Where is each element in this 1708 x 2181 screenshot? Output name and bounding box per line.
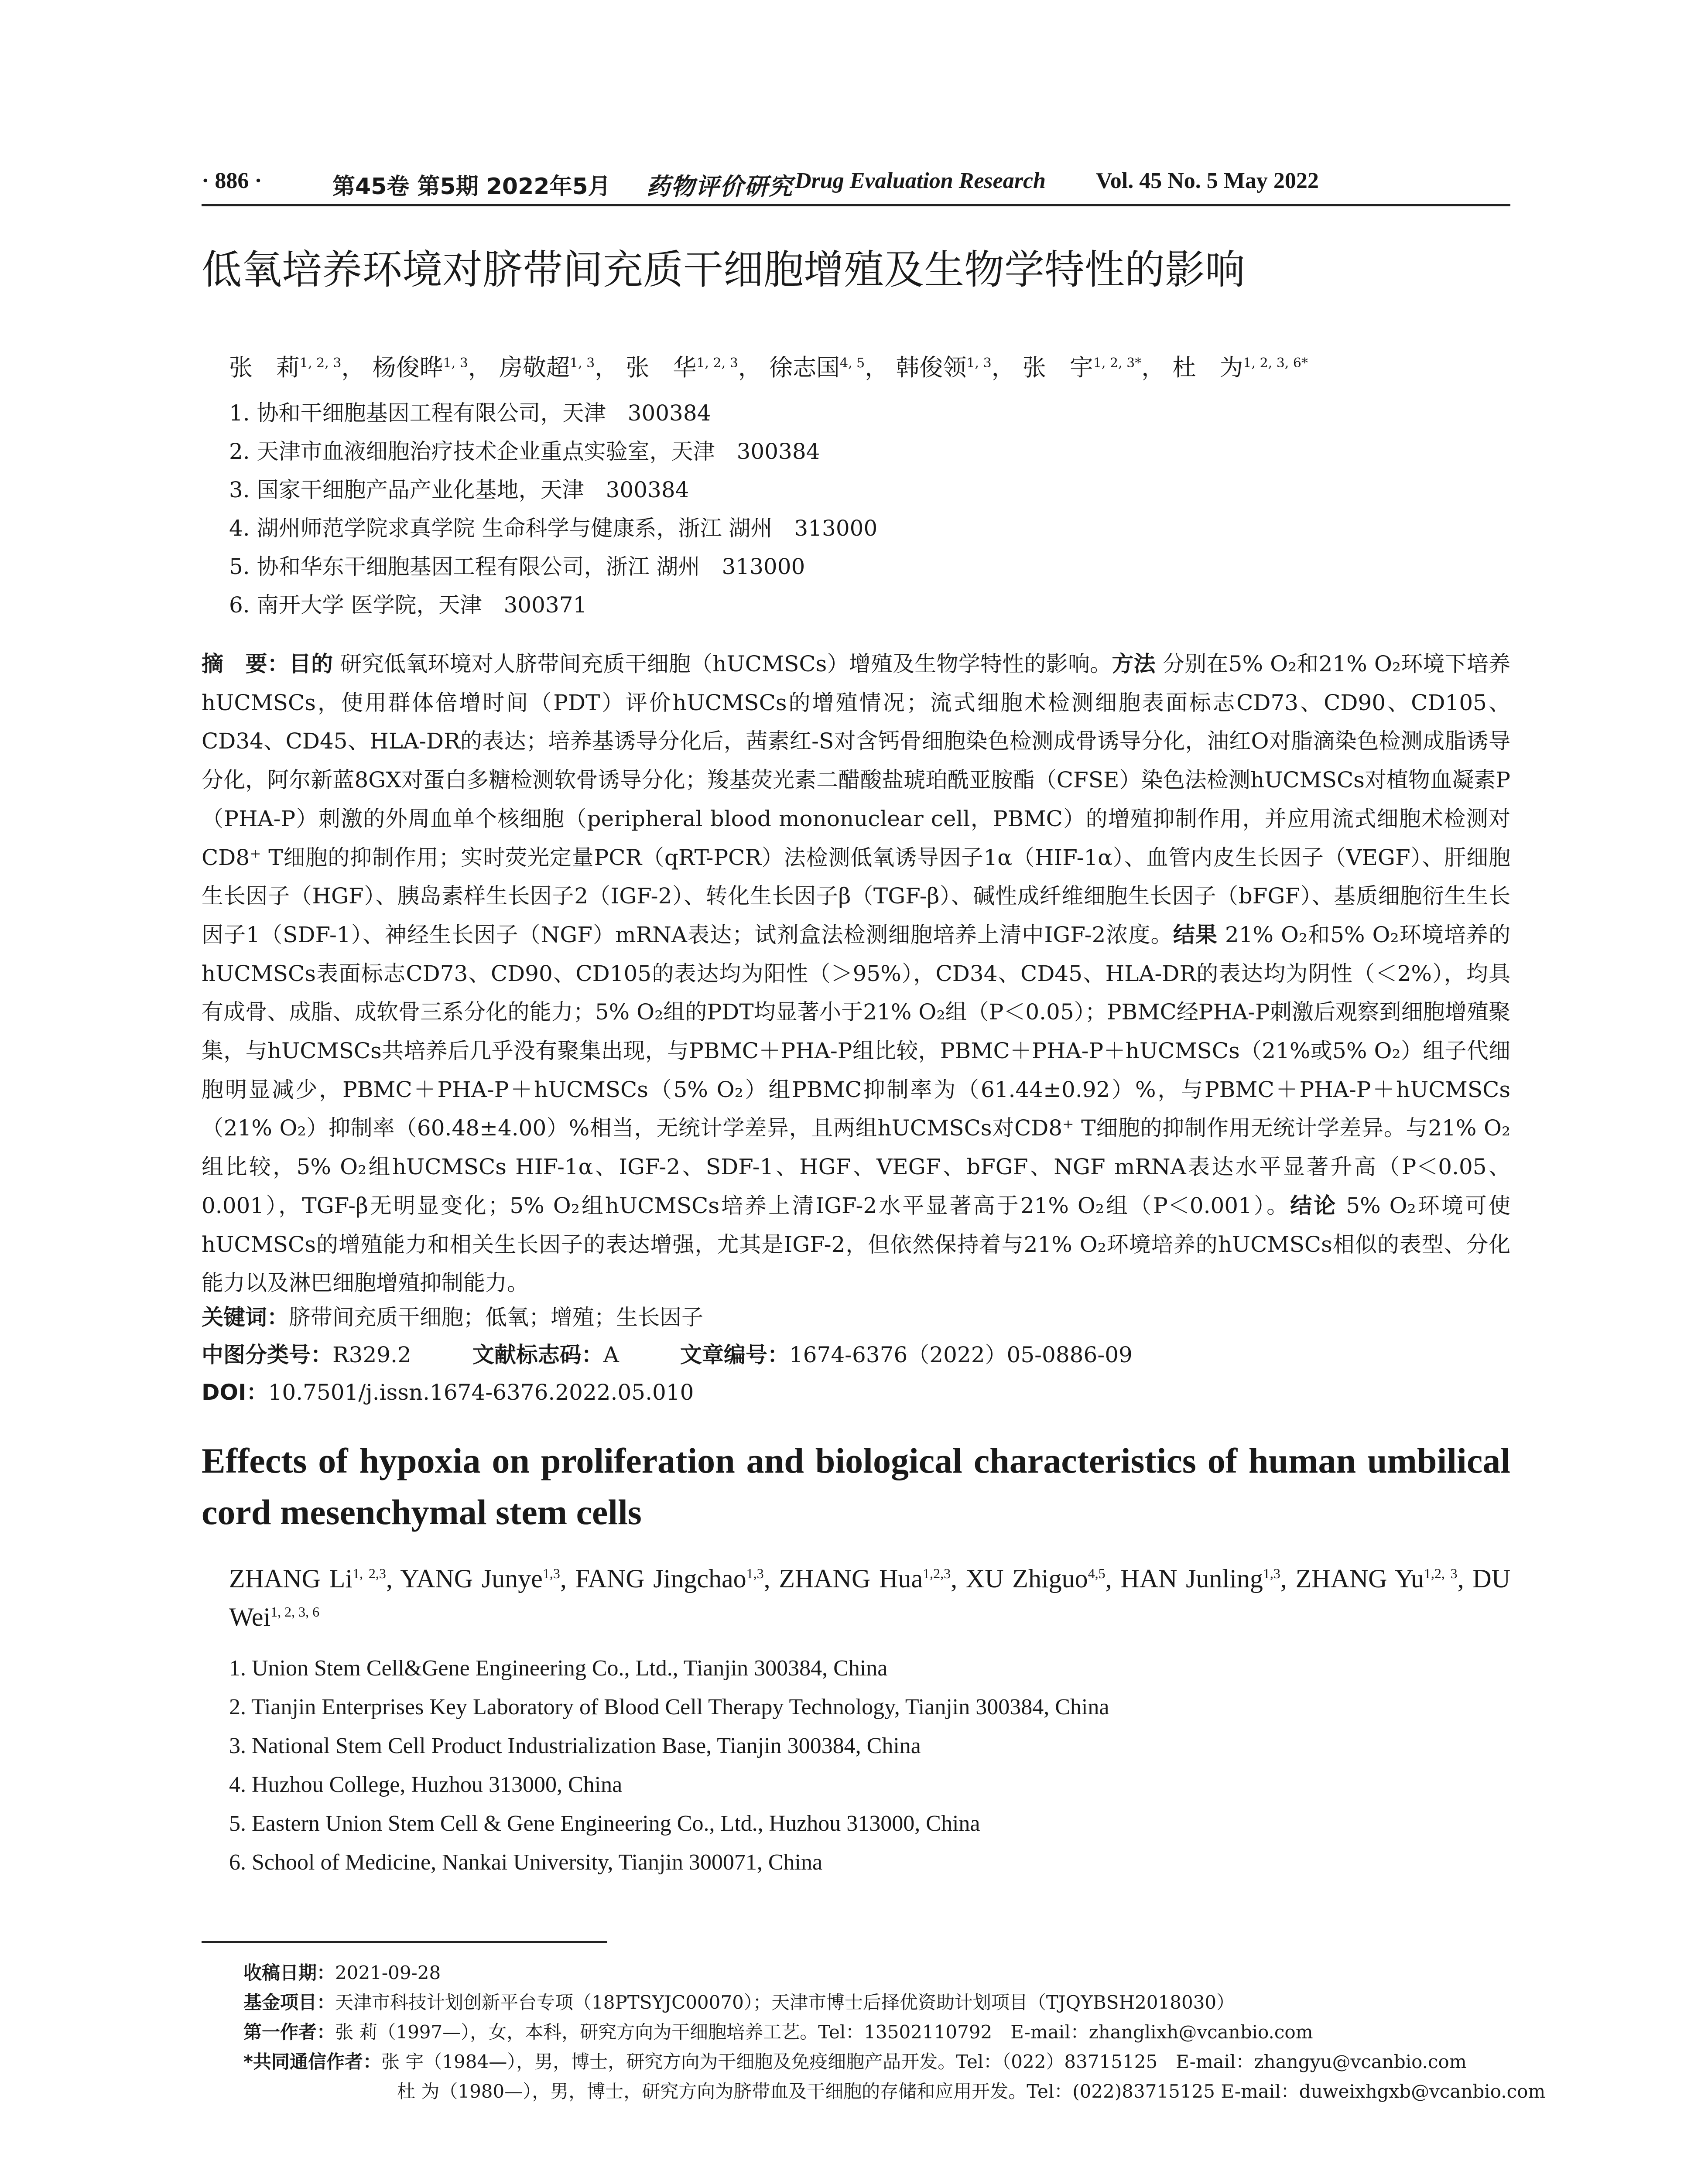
keywords-value: 脐带间充质干细胞；低氧；增殖；生长因子 bbox=[289, 1305, 703, 1330]
conclusion-label: 结论 bbox=[1290, 1193, 1338, 1218]
affiliation-cn: 5. 协和华东干细胞基因工程有限公司，浙江 湖州 313000 bbox=[229, 554, 805, 579]
objective-label: 目的 bbox=[289, 651, 333, 677]
header-rule bbox=[202, 204, 1510, 206]
author-cn: 房敬超 bbox=[499, 354, 570, 381]
doc-code-label: 文献标志码： bbox=[472, 1342, 603, 1367]
clc-value: R329.2 bbox=[332, 1342, 411, 1367]
keywords-label: 关键词： bbox=[202, 1305, 289, 1330]
article-no-label: 文章编号： bbox=[680, 1342, 789, 1367]
affiliation-en: 3. National Stem Cell Product Industrialization Base, Tianjin 300384, China bbox=[229, 1733, 921, 1758]
affiliation-en: 5. Eastern Union Stem Cell & Gene Engineering Co., Ltd., Huzhou 313000, China bbox=[229, 1811, 980, 1836]
methods-label: 方法 bbox=[1112, 651, 1156, 677]
footnote-fund: 基金项目：天津市科技计划创新平台专项（18PTSYJC00070）；天津市博士后择优资助计划项目（TJQYBSH2018030） bbox=[243, 1992, 1235, 2013]
results-label: 结果 bbox=[1173, 922, 1218, 947]
objective-text: 研究低氧环境对人脐带间充质干细胞（hUCMSCs）增殖及生物学特性的影响。 bbox=[340, 651, 1112, 677]
volume-en: Vol. 45 No. 5 May 2022 bbox=[1096, 168, 1319, 193]
keywords bbox=[202, 1300, 703, 1331]
author-en: ZHANG Yu bbox=[1295, 1564, 1424, 1593]
affiliation-cn: 6. 南开大学 医学院，天津 300371 bbox=[229, 592, 587, 618]
author-cn: 张 莉 bbox=[229, 354, 300, 381]
author-en: DU Wei bbox=[229, 1564, 1511, 1631]
footnote-corresponding: *共同通信作者：张 宇（1984—），男，博士，研究方向为干细胞及免疫细胞产品开发。Tel：（022）83715125 E-mail：zhangyu@vcanbio.com bbox=[243, 2051, 1467, 2072]
author-en: YANG Junye bbox=[400, 1564, 543, 1593]
footnote-first-author: 第一作者：张 莉（1997—），女，本科，研究方向为干细胞培养工艺。Tel：13502110792 E-mail：zhanglixh@vcanbio.com bbox=[243, 2021, 1313, 2043]
authors-en: ZHANG Li$^{1, 2,3}$, YANG Junye$^{1,3}$, FANG Jingchao$^{1,3}$, ZHANG Hua$^{1,2,3}$, XU Zhiguo$^{4,5}$, HAN Junling$^{1,3}$, ZHANG Yu$^{1,2, 3}$, DU Wei$^{1, 2, 3, 6}$ bbox=[229, 1564, 1511, 1631]
abstract-label: 摘 要： bbox=[202, 651, 289, 677]
author-en: HAN Junling bbox=[1120, 1564, 1263, 1593]
results-text: 21% O₂和5% O₂环境培养的hUCMSCs表面标志CD73、CD90、CD105的表达均为阳性（＞95%），CD34、CD45、HLA-DR的表达均为阴性（＜2%），均具有成骨、成脂、成软骨三系分化的能力；5% O₂组的PDT均显著小于21% O₂组（P＜0.05）；PBMC经PHA-P刺激后观察到细胞增殖聚集，与hUCMSCs共培养后几乎没有聚集出现，与PBMC＋PHA-P组比较，PBMC＋PHA-P＋hUCMSCs（21%或5% O₂）组子代细胞明显减少，PBMC＋PHA-P＋hUCMSCs（5% O₂）组PBMC抑制率为（61.44±0.92）%，与PBMC＋PHA-P＋hUCMSCs（21% O₂）抑制率（60.48±4.00）%相当，无统计学差异，且两组hUCMSCs对CD8⁺ T细胞的抑制作用无统计学差异。与21% O₂组比较，5% O₂组hUCMSCs HIF-1α、IGF-2、SDF-1、HGF、VEGF、bFGF、NGF mRNA表达水平显著升高（P＜0.05、0.001），TGF-β无明显变化；5% O₂组hUCMSCs培养上清IGF-2水平显著高于21% O₂组（P＜0.001）。 bbox=[202, 922, 1510, 1218]
author-cn: 杨俊晔 bbox=[372, 354, 443, 381]
affiliation-en: 2. Tianjin Enterprises Key Laboratory of Blood Cell Therapy Technology, Tianjin 300384, China bbox=[229, 1695, 1109, 1720]
author-cn: 杜 为 bbox=[1172, 354, 1243, 381]
doc-code-value: A bbox=[603, 1342, 619, 1367]
journal-name-en: Drug Evaluation Research bbox=[795, 168, 1046, 193]
author-cn: 韩俊领 bbox=[896, 354, 967, 381]
footnote-received: 收稿日期：2021-09-28 bbox=[243, 1962, 441, 1983]
footnote-corresponding-2: 杜 为（1980—），男，博士，研究方向为脐带血及干细胞的存储和应用开发。Tel：(022)83715125 E-mail：duweixhgxb@vcanbio.com bbox=[397, 2081, 1546, 2102]
affiliation-cn: 3. 国家干细胞产品产业化基地，天津 300384 bbox=[229, 477, 689, 503]
journal-logo: 药物评价研究 bbox=[647, 173, 793, 200]
author-cn: 张 宇 bbox=[1022, 354, 1093, 381]
author-en: ZHANG Hua bbox=[779, 1564, 923, 1593]
author-cn: 徐志国 bbox=[769, 354, 840, 381]
conclusion-text: 5% O₂环境可使hUCMSCs的增殖能力和相关生长因子的表达增强，尤其是IGF-2，但依然保持着与21% O₂环境培养的hUCMSCs相似的表型、分化能力以及淋巴细胞增殖抑制能力。 bbox=[202, 1193, 1511, 1296]
article-no-value: 1674-6376（2022）05-0886-09 bbox=[789, 1342, 1133, 1367]
doi-value: 10.7501/j.issn.1674-6376.2022.05.010 bbox=[268, 1380, 694, 1405]
author-en: ZHANG Li bbox=[229, 1564, 353, 1593]
affiliation-en: 1. Union Stem Cell&Gene Engineering Co., Ltd., Tianjin 300384, China bbox=[229, 1656, 888, 1681]
volume-cn: 第45卷 第5期 2022年5月 bbox=[332, 174, 611, 200]
affiliation-en: 4. Huzhou College, Huzhou 313000, China bbox=[229, 1772, 623, 1797]
running-header bbox=[202, 168, 1510, 198]
abstract-cn bbox=[202, 645, 1510, 1302]
authors-cn: 张 莉$^{1, 2, 3}$， 杨俊晔$^{1, 3}$， 房敬超$^{1, 3}$， 张 华$^{1, 2, 3}$， 徐志国$^{4, 5}$， 韩俊领$^{1, 3}$， 张 宇$^{1, 2, 3*}$， 杜 为$^{1, 2, 3, 6*}$ bbox=[229, 354, 1308, 381]
author-en: FANG Jingchao bbox=[575, 1564, 746, 1593]
doi-label: DOI： bbox=[202, 1380, 268, 1405]
title-cn: 低氧培养环境对脐带间充质干细胞增殖及生物学特性的影响 bbox=[202, 246, 1246, 293]
author-en: XU Zhiguo bbox=[965, 1564, 1088, 1593]
classification-line bbox=[202, 1337, 1133, 1369]
title-en: Effects of hypoxia on proliferation and biological characteristics of human umbilical cord mesenchymal stem cells bbox=[202, 1441, 1510, 1532]
clc-label: 中图分类号： bbox=[202, 1342, 332, 1367]
footnote-rule bbox=[202, 1941, 607, 1943]
methods-text: 分别在5% O₂和21% O₂环境下培养hUCMSCs，使用群体倍增时间（PDT）评价hUCMSCs的增殖情况；流式细胞术检测细胞表面标志CD73、CD90、CD105、CD34、CD45、HLA-DR的表达；培养基诱导分化后，茜素红-S对含钙骨细胞染色检测成骨诱导分化，油红O对脂滴染色检测成脂诱导分化，阿尔新蓝8GX对蛋白多糖检测软骨诱导分化；羧基荧光素二醋酸盐琥珀酰亚胺酯（CFSE）染色法检测hUCMSCs对植物血凝素P（PHA-P）刺激的外周血单个核细胞（peripheral blood mononuclear cell，PBMC）的增殖抑制作用，并应用流式细胞术检测对CD8⁺ T细胞的抑制作用；实时荧光定量PCR（qRT-PCR）法检测低氧诱导因子1α（HIF-1α）、血管内皮生长因子（VEGF）、肝细胞生长因子（HGF）、胰岛素样生长因子2（IGF-2）、转化生长因子β（TGF-β）、碱性成纤维细胞生长因子（bFGF）、基质细胞衍生生长因子1（SDF-1）、神经生长因子（NGF）mRNA表达；试剂盒法检测细胞培养上清中IGF-2浓度。 bbox=[202, 651, 1511, 947]
affiliation-cn: 1. 协和干细胞基因工程有限公司，天津 300384 bbox=[229, 400, 711, 426]
affiliation-en: 6. School of Medicine, Nankai University, Tianjin 300071, China bbox=[229, 1850, 823, 1875]
page-number: · 886 · bbox=[202, 168, 262, 193]
affiliation-cn: 4. 湖州师范学院求真学院 生命科学与健康系，浙江 湖州 313000 bbox=[229, 516, 878, 541]
author-cn: 张 华 bbox=[626, 354, 697, 381]
doi-line bbox=[202, 1375, 694, 1406]
affiliation-cn: 2. 天津市血液细胞治疗技术企业重点实验室，天津 300384 bbox=[229, 439, 820, 464]
